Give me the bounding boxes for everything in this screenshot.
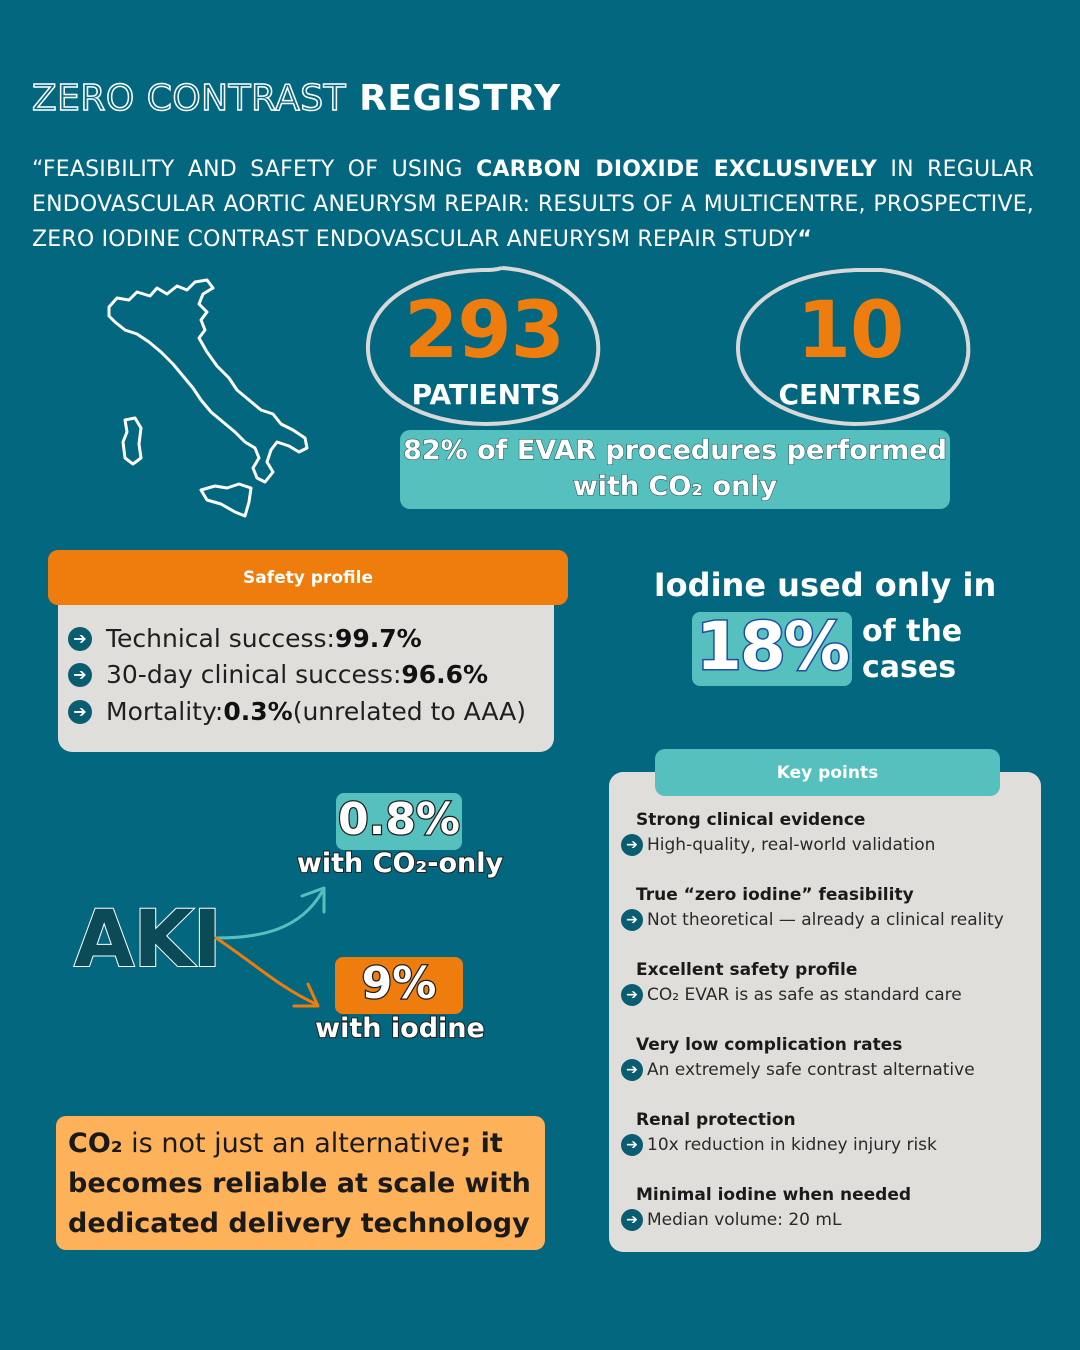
safety-row-value: 96.6%	[401, 660, 489, 689]
italy-map-icon	[95, 272, 320, 527]
iodine-suffix	[862, 614, 962, 686]
key-point-body	[621, 984, 962, 1006]
safety-row	[68, 624, 422, 653]
curved-arrow-icon	[210, 880, 340, 1020]
key-point-text: Not theoretical — already a clinical reality	[647, 910, 1004, 930]
safety-row-label: Technical success:	[106, 624, 335, 653]
study-quote	[32, 152, 1034, 257]
centres-label: CENTRES	[778, 378, 922, 411]
iodine-heading: Iodine used only in	[653, 566, 997, 604]
key-point-text: CO₂ EVAR is as safe as standard care	[647, 985, 962, 1005]
safety-row	[68, 660, 488, 689]
safety-row	[68, 697, 526, 726]
iodine-suffix-line2: cases	[862, 650, 957, 685]
aki-label: AKI	[74, 895, 221, 985]
key-point-title: Minimal iodine when needed	[636, 1185, 912, 1205]
key-point-title: Excellent safety profile	[636, 960, 858, 980]
quote-part1: FEASIBILITY AND SAFETY OF USING	[42, 157, 477, 182]
key-point-text: High-quality, real-world validation	[647, 835, 936, 855]
arrow-right-circle-icon: ➔	[621, 1209, 643, 1231]
key-point-title: Renal protection	[636, 1110, 796, 1130]
safety-row-suffix: (unrelated to AAA)	[292, 697, 527, 726]
evar-line1: 82% of EVAR procedures performed	[403, 435, 947, 466]
key-point-body	[621, 909, 1004, 931]
patients-count: 293	[404, 286, 564, 376]
aki-iodine-percent: 9%	[361, 958, 437, 1009]
safety-row-label: 30-day clinical success:	[106, 660, 402, 689]
safety-row-value: 0.3%	[223, 697, 293, 726]
title-outline: ZERO CONTRAST	[32, 78, 347, 119]
key-point-title: True “zero iodine” feasibility	[636, 885, 914, 905]
conclusion-text	[68, 1124, 538, 1244]
safety-row-value: 99.7%	[334, 624, 422, 653]
key-point-body	[621, 1059, 975, 1081]
arrow-right-circle-icon: ➔	[68, 700, 92, 724]
conclusion-regular: is not just an alternative	[122, 1128, 461, 1159]
aki-co2-percent: 0.8%	[337, 794, 461, 845]
key-points-header: Key points	[655, 749, 1000, 796]
arrow-right-circle-icon: ➔	[621, 1059, 643, 1081]
quote-close: “	[797, 227, 812, 252]
arrow-right-circle-icon: ➔	[68, 663, 92, 687]
evar-banner-text	[400, 433, 950, 505]
key-point-title: Very low complication rates	[636, 1035, 903, 1055]
arrow-right-circle-icon: ➔	[68, 627, 92, 651]
iodine-suffix-line1: of the	[862, 614, 963, 649]
page-title	[32, 78, 561, 119]
arrow-right-circle-icon: ➔	[621, 984, 643, 1006]
key-point-text: An extremely safe contrast alternative	[647, 1060, 975, 1080]
centres-count: 10	[796, 286, 904, 376]
arrow-right-circle-icon: ➔	[621, 834, 643, 856]
key-point-text: Median volume: 20 mL	[647, 1210, 842, 1230]
safety-header: Safety profile	[48, 550, 568, 605]
iodine-percent: 18%	[696, 608, 848, 685]
safety-row-label: Mortality:	[106, 697, 224, 726]
aki-co2-label: with CO₂-only	[296, 848, 504, 879]
arrow-right-circle-icon: ➔	[621, 1134, 643, 1156]
evar-line2: with CO₂ only	[572, 471, 778, 502]
conclusion-co2: CO₂	[68, 1128, 123, 1159]
aki-iodine-label: with iodine	[315, 1013, 485, 1044]
quote-bold: CARBON DIOXIDE EXCLUSIVELY	[476, 157, 877, 182]
key-point-body	[621, 1134, 937, 1156]
quote-open: “	[32, 157, 43, 182]
arrow-right-circle-icon: ➔	[621, 909, 643, 931]
key-point-title: Strong clinical evidence	[636, 810, 866, 830]
key-point-body	[621, 1209, 841, 1231]
key-point-text: 10x reduction in kidney injury risk	[647, 1135, 937, 1155]
quote-part2: IN REGULAR ENDOVASCULAR AORTIC ANEURYSM REPAIR: RESULTS OF A MULTICENTRE, PROSPECTIVE, ZERO IODINE CONTRAST ENDOVASCULAR ANEURYSM REPAIR STUDY	[32, 157, 1034, 252]
key-point-body	[621, 834, 935, 856]
patients-label: PATIENTS	[411, 378, 561, 411]
conclusion-bold: ; it becomes reliable at scale with dedicated delivery technology	[68, 1128, 531, 1239]
title-solid: REGISTRY	[359, 78, 561, 119]
